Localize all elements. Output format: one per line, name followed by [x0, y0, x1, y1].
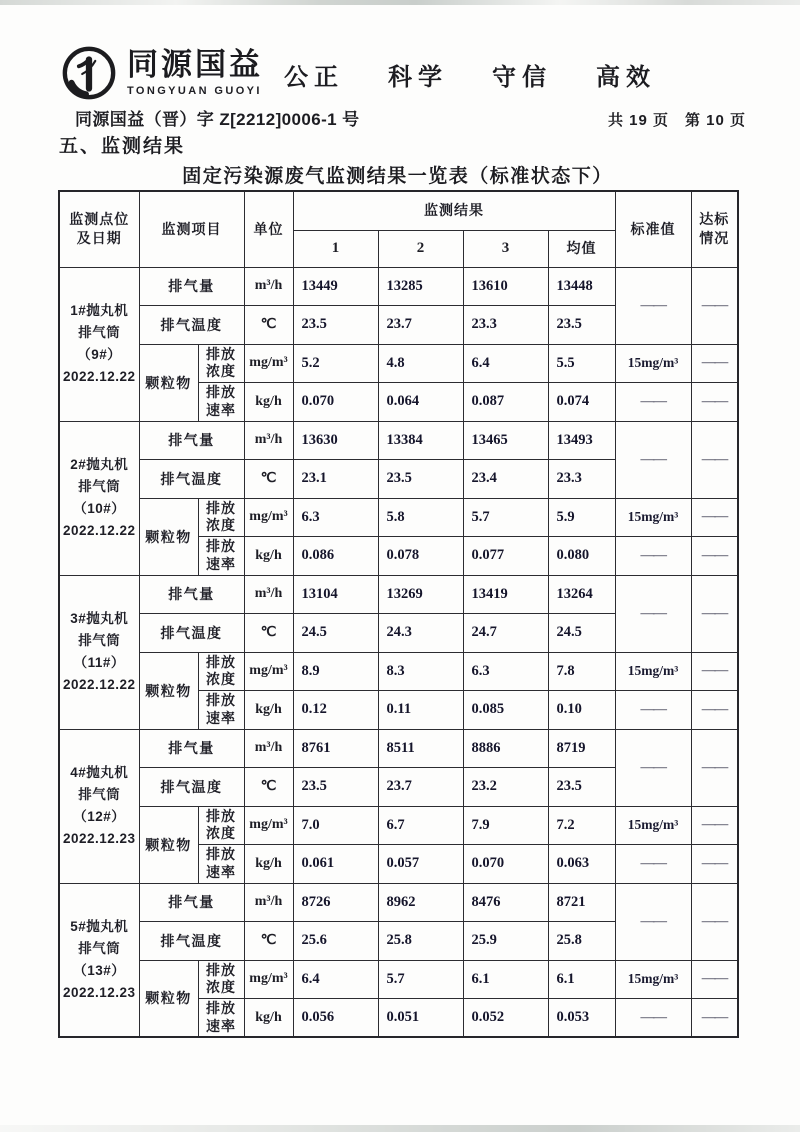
- value-cell: 6.1: [548, 960, 615, 999]
- item-label-cell: 排放 浓度: [198, 344, 244, 383]
- value-cell: 23.4: [463, 460, 548, 499]
- value-cell: 0.057: [378, 845, 463, 884]
- item-label-cell: 排放 速率: [198, 999, 244, 1038]
- unit-cell: kg/h: [244, 845, 293, 884]
- value-cell: 0.070: [463, 845, 548, 884]
- value-cell: 25.8: [378, 922, 463, 961]
- unit-cell: mg/m³: [244, 344, 293, 383]
- table-row: [59, 498, 738, 537]
- value-cell: 6.3: [293, 498, 378, 537]
- item-label-cell: 排放 浓度: [198, 652, 244, 691]
- value-cell: 0.064: [378, 383, 463, 422]
- value-cell: 0.085: [463, 691, 548, 730]
- value-cell: 8719: [548, 729, 615, 768]
- monitoring-point-cell: 1#抛丸机 排气筒 （9#） 2022.12.22: [59, 267, 139, 421]
- value-cell: 13449: [293, 267, 378, 306]
- unit-cell: ℃: [244, 768, 293, 807]
- header-compliance: 达标情况: [691, 191, 738, 267]
- item-label-cell: 排气温度: [139, 460, 244, 499]
- standard-value-cell: 15mg/m³: [615, 960, 691, 999]
- compliance-cell: ——: [691, 883, 738, 960]
- particulate-label-cell: 颗粒物: [139, 344, 198, 421]
- value-cell: 8.3: [378, 652, 463, 691]
- unit-cell: m³/h: [244, 729, 293, 768]
- value-cell: 7.2: [548, 806, 615, 845]
- header-monitoring-point: 监测点位及日期: [59, 191, 139, 267]
- value-cell: 5.5: [548, 344, 615, 383]
- item-label-cell: 排放 浓度: [198, 806, 244, 845]
- value-cell: 8962: [378, 883, 463, 922]
- item-label-cell: 排气量: [139, 883, 244, 922]
- pages-total: 共 19 页: [607, 112, 669, 129]
- monitoring-point-cell: 5#抛丸机 排气筒 （13#） 2022.12.23: [59, 883, 139, 1037]
- value-cell: 0.10: [548, 691, 615, 730]
- particulate-label-cell: 颗粒物: [139, 652, 198, 729]
- unit-cell: ℃: [244, 614, 293, 653]
- monitoring-results-table: [58, 190, 739, 1038]
- item-label-cell: 排气温度: [139, 768, 244, 807]
- standard-value-cell: ——: [615, 267, 691, 344]
- value-cell: 0.086: [293, 537, 378, 576]
- unit-cell: m³/h: [244, 883, 293, 922]
- item-label-cell: 排放 速率: [198, 691, 244, 730]
- standard-value-cell: ——: [615, 691, 691, 730]
- item-label-cell: 排气量: [139, 267, 244, 306]
- scan-artifact-top: [0, 0, 800, 5]
- standard-value-cell: ——: [615, 537, 691, 576]
- table-row: [59, 575, 738, 614]
- value-cell: 13630: [293, 421, 378, 460]
- compliance-cell: ——: [691, 267, 738, 344]
- value-cell: 5.9: [548, 498, 615, 537]
- value-cell: 23.2: [463, 768, 548, 807]
- value-cell: 0.053: [548, 999, 615, 1038]
- value-cell: 13493: [548, 421, 615, 460]
- compliance-cell: ——: [691, 845, 738, 884]
- compliance-cell: ——: [691, 960, 738, 999]
- value-cell: 6.1: [463, 960, 548, 999]
- unit-cell: kg/h: [244, 691, 293, 730]
- particulate-label-cell: 颗粒物: [139, 806, 198, 883]
- logo-name-en: TONGYUAN GUOYI: [127, 84, 262, 97]
- standard-value-cell: 15mg/m³: [615, 498, 691, 537]
- value-cell: 0.077: [463, 537, 548, 576]
- header-result-avg: 均值: [548, 230, 615, 267]
- table-row: [59, 421, 738, 460]
- compliance-cell: ——: [691, 383, 738, 422]
- value-cell: 0.078: [378, 537, 463, 576]
- item-label-cell: 排放 浓度: [198, 960, 244, 999]
- monitoring-point-cell: 4#抛丸机 排气筒 （12#） 2022.12.23: [59, 729, 139, 883]
- standard-value-cell: ——: [615, 999, 691, 1038]
- unit-cell: mg/m³: [244, 960, 293, 999]
- value-cell: 8761: [293, 729, 378, 768]
- item-label-cell: 排气温度: [139, 922, 244, 961]
- standard-value-cell: ——: [615, 883, 691, 960]
- value-cell: 23.1: [293, 460, 378, 499]
- monitoring-table-body: [59, 267, 738, 1037]
- particulate-label-cell: 颗粒物: [139, 498, 198, 575]
- unit-cell: m³/h: [244, 575, 293, 614]
- compliance-cell: ——: [691, 344, 738, 383]
- standard-value-cell: 15mg/m³: [615, 652, 691, 691]
- table-title: 固定污染源废气监测结果一览表（标准状态下）: [182, 166, 613, 187]
- unit-cell: kg/h: [244, 999, 293, 1038]
- compliance-cell: ——: [691, 498, 738, 537]
- item-label-cell: 排放 速率: [198, 845, 244, 884]
- value-cell: 4.8: [378, 344, 463, 383]
- table-row: [59, 806, 738, 845]
- value-cell: 25.9: [463, 922, 548, 961]
- item-label-cell: 排气温度: [139, 614, 244, 653]
- page-current: 第 10 页: [684, 112, 746, 129]
- header-unit: 单位: [244, 191, 293, 267]
- unit-cell: kg/h: [244, 383, 293, 422]
- compliance-cell: ——: [691, 691, 738, 730]
- value-cell: 0.056: [293, 999, 378, 1038]
- slogan-row: [284, 57, 656, 92]
- value-cell: 0.074: [548, 383, 615, 422]
- table-row: [59, 344, 738, 383]
- standard-value-cell: ——: [615, 383, 691, 422]
- value-cell: 23.5: [378, 460, 463, 499]
- value-cell: 23.7: [378, 768, 463, 807]
- item-label-cell: 排放 速率: [198, 383, 244, 422]
- standard-value-cell: ——: [615, 729, 691, 806]
- header-result-3: 3: [463, 230, 548, 267]
- value-cell: 8886: [463, 729, 548, 768]
- company-logo: [60, 44, 263, 102]
- unit-cell: ℃: [244, 460, 293, 499]
- standard-value-cell: ——: [615, 421, 691, 498]
- value-cell: 5.7: [378, 960, 463, 999]
- value-cell: 0.051: [378, 999, 463, 1038]
- particulate-label-cell: 颗粒物: [139, 960, 198, 1037]
- value-cell: 0.12: [293, 691, 378, 730]
- value-cell: 0.11: [378, 691, 463, 730]
- header-result-1: 1: [293, 230, 378, 267]
- unit-cell: m³/h: [244, 421, 293, 460]
- value-cell: 23.5: [548, 768, 615, 807]
- value-cell: 5.8: [378, 498, 463, 537]
- standard-value-cell: ——: [615, 575, 691, 652]
- header-monitoring-item: 监测项目: [139, 191, 244, 267]
- compliance-cell: ——: [691, 537, 738, 576]
- value-cell: 13610: [463, 267, 548, 306]
- unit-cell: mg/m³: [244, 806, 293, 845]
- unit-cell: mg/m³: [244, 498, 293, 537]
- standard-value-cell: 15mg/m³: [615, 344, 691, 383]
- compliance-cell: ——: [691, 999, 738, 1038]
- value-cell: 8511: [378, 729, 463, 768]
- unit-cell: mg/m³: [244, 652, 293, 691]
- document-meta-row: [75, 105, 746, 130]
- value-cell: 8.9: [293, 652, 378, 691]
- standard-value-cell: ——: [615, 845, 691, 884]
- slogan-integrity: 守信: [492, 64, 552, 91]
- page-indicator: [608, 109, 746, 130]
- value-cell: 23.5: [293, 768, 378, 807]
- standard-value-cell: 15mg/m³: [615, 806, 691, 845]
- value-cell: 8721: [548, 883, 615, 922]
- value-cell: 6.3: [463, 652, 548, 691]
- value-cell: 5.2: [293, 344, 378, 383]
- compliance-cell: ——: [691, 421, 738, 498]
- value-cell: 23.7: [378, 306, 463, 345]
- value-cell: 0.063: [548, 845, 615, 884]
- value-cell: 8476: [463, 883, 548, 922]
- item-label-cell: 排放 浓度: [198, 498, 244, 537]
- value-cell: 13269: [378, 575, 463, 614]
- value-cell: 13264: [548, 575, 615, 614]
- item-label-cell: 排气量: [139, 729, 244, 768]
- item-label-cell: 排气温度: [139, 306, 244, 345]
- value-cell: 13104: [293, 575, 378, 614]
- section-title: 五、监测结果: [59, 136, 186, 157]
- slogan-fairness: 公正: [284, 64, 344, 91]
- item-label-cell: 排放 速率: [198, 537, 244, 576]
- value-cell: 0.087: [463, 383, 548, 422]
- value-cell: 6.4: [293, 960, 378, 999]
- value-cell: 7.0: [293, 806, 378, 845]
- value-cell: 6.7: [378, 806, 463, 845]
- compliance-cell: ——: [691, 575, 738, 652]
- value-cell: 13384: [378, 421, 463, 460]
- value-cell: 13465: [463, 421, 548, 460]
- value-cell: 24.5: [293, 614, 378, 653]
- value-cell: 0.080: [548, 537, 615, 576]
- item-label-cell: 排气量: [139, 575, 244, 614]
- value-cell: 6.4: [463, 344, 548, 383]
- value-cell: 5.7: [463, 498, 548, 537]
- compliance-cell: ——: [691, 729, 738, 806]
- header-result-2: 2: [378, 230, 463, 267]
- value-cell: 24.5: [548, 614, 615, 653]
- value-cell: 7.9: [463, 806, 548, 845]
- item-label-cell: 排气量: [139, 421, 244, 460]
- table-row: [59, 652, 738, 691]
- value-cell: 25.8: [548, 922, 615, 961]
- value-cell: 0.052: [463, 999, 548, 1038]
- header-standard-value: 标准值: [615, 191, 691, 267]
- value-cell: 13285: [378, 267, 463, 306]
- unit-cell: kg/h: [244, 537, 293, 576]
- value-cell: 23.3: [548, 460, 615, 499]
- logo-text: [127, 44, 263, 97]
- value-cell: 0.070: [293, 383, 378, 422]
- value-cell: 24.3: [378, 614, 463, 653]
- slogan-science: 科学: [388, 64, 448, 91]
- unit-cell: m³/h: [244, 267, 293, 306]
- value-cell: 13419: [463, 575, 548, 614]
- table-row: [59, 267, 738, 306]
- value-cell: 7.8: [548, 652, 615, 691]
- header-monitoring-results: 监测结果: [293, 191, 615, 230]
- value-cell: 23.3: [463, 306, 548, 345]
- compliance-cell: ——: [691, 806, 738, 845]
- value-cell: 13448: [548, 267, 615, 306]
- table-row: [59, 729, 738, 768]
- compliance-cell: ——: [691, 652, 738, 691]
- document-number: 同源国益（晋）字 Z[2212]0006-1 号: [75, 110, 360, 129]
- unit-cell: ℃: [244, 922, 293, 961]
- value-cell: 25.6: [293, 922, 378, 961]
- value-cell: 8726: [293, 883, 378, 922]
- value-cell: 0.061: [293, 845, 378, 884]
- monitoring-point-cell: 2#抛丸机 排气筒 （10#） 2022.12.22: [59, 421, 139, 575]
- unit-cell: ℃: [244, 306, 293, 345]
- table-row: [59, 960, 738, 999]
- value-cell: 24.7: [463, 614, 548, 653]
- monitoring-point-cell: 3#抛丸机 排气筒 （11#） 2022.12.22: [59, 575, 139, 729]
- logo-name-zh: 同源国益: [127, 47, 263, 82]
- value-cell: 23.5: [293, 306, 378, 345]
- logo-circle-icon: [60, 44, 118, 102]
- slogan-efficiency: 高效: [596, 64, 656, 91]
- value-cell: 23.5: [548, 306, 615, 345]
- table-row: [59, 883, 738, 922]
- scan-artifact-bottom: [0, 1125, 800, 1132]
